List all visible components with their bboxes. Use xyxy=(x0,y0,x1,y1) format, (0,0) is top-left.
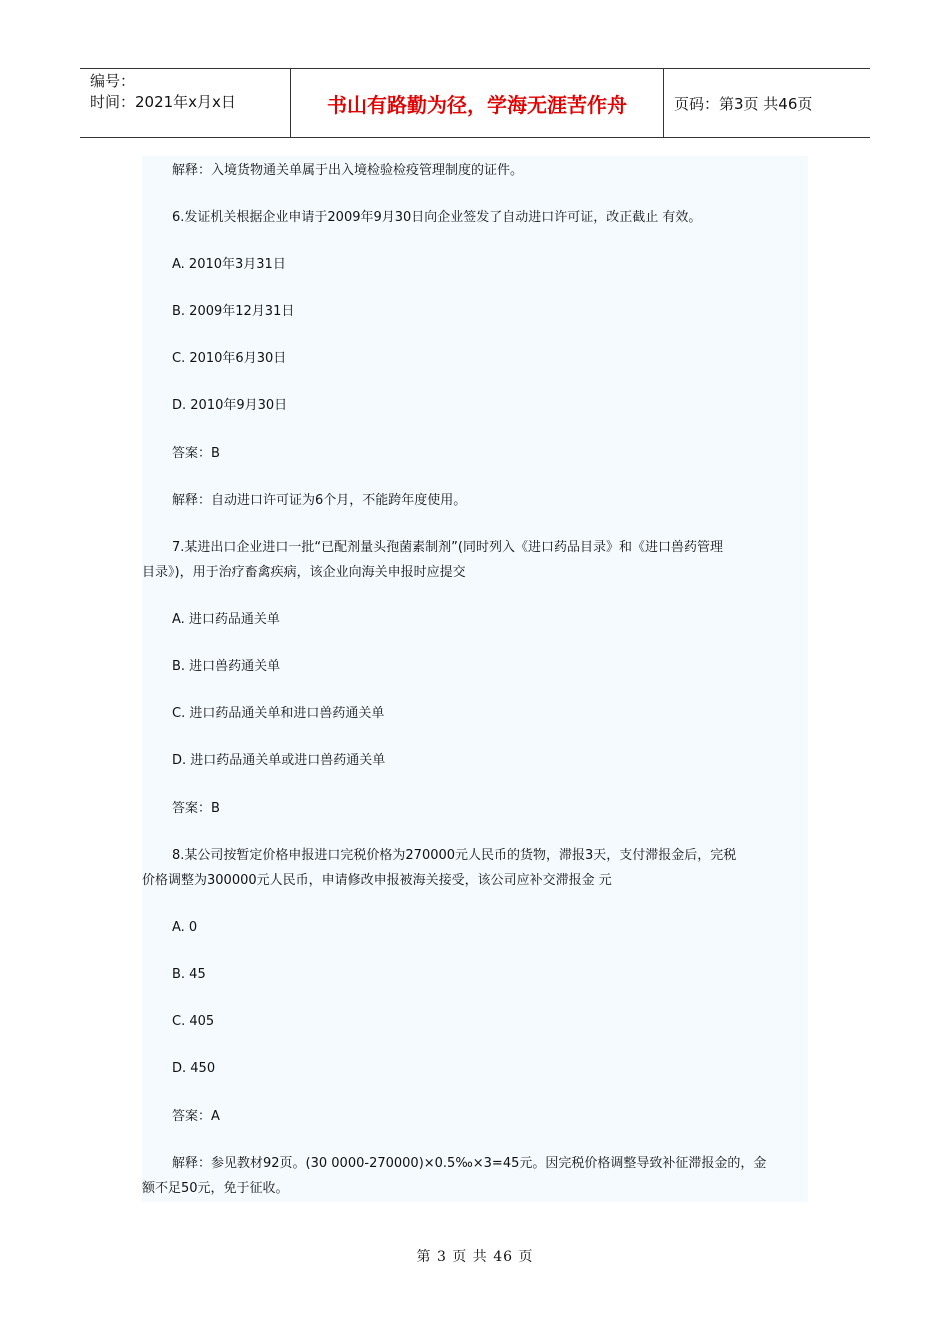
explanation-8-line-1: 解释：参见教材92页。(30 0000-270000)×0.5‰×3=45元。因完税价格调整导致补征滞报金的，金 xyxy=(172,1156,767,1171)
question-8-line-2: 价格调整为300000元人民币，申请修改申报被海关接受，该公司应补交滞报金 元 xyxy=(142,873,612,888)
explanation-8-line-2: 额不足50元，免于征收。 xyxy=(142,1181,289,1196)
document-body xyxy=(142,156,808,1202)
option-7b: B. 进口兽药通关单 xyxy=(172,659,281,674)
option-6c: C. 2010年6月30日 xyxy=(172,351,287,366)
option-8a: A. 0 xyxy=(172,920,198,935)
option-6d: D. 2010年9月30日 xyxy=(172,398,288,413)
answer-8: 答案：A xyxy=(172,1109,220,1124)
option-7d: D. 进口药品通关单或进口兽药通关单 xyxy=(172,753,386,768)
page-header xyxy=(80,68,870,138)
option-6b: B. 2009年12月31日 xyxy=(172,304,295,319)
option-8c: C. 405 xyxy=(172,1014,215,1029)
question-8-line-1: 8.某公司按暂定价格申报进口完税价格为270000元人民币的货物，滞报3天，支付滞报金后，完税 xyxy=(172,848,737,863)
option-7a: A. 进口药品通关单 xyxy=(172,612,280,627)
question-7-line-1: 7.某进出口企业进口一批“已配剂量头孢菌素制剂”(同时列入《进口药品目录》和《进口兽药管理 xyxy=(172,540,723,555)
option-8b: B. 45 xyxy=(172,967,206,982)
document-time-label: 时间：2021年x月x日 xyxy=(90,93,236,111)
answer-7: 答案：B xyxy=(172,801,220,816)
option-7c: C. 进口药品通关单和进口兽药通关单 xyxy=(172,706,385,721)
question-6: 6.发证机关根据企业申请于2009年9月30日向企业签发了自动进口许可证，改正截止 有效。 xyxy=(172,210,702,225)
header-motto: 书山有路勤为径，学海无涯苦作舟 xyxy=(291,69,664,137)
question-7-line-2: 目录》)，用于治疗畜禽疾病，该企业向海关申报时应提交 xyxy=(142,565,466,580)
header-page-info: 页码：第3页 共46页 xyxy=(674,94,813,113)
answer-6: 答案：B xyxy=(172,446,220,461)
option-6a: A. 2010年3月31日 xyxy=(172,257,286,272)
page-footer: 第 3 页 共 46 页 xyxy=(416,1249,534,1265)
document-number-label: 编号： xyxy=(90,72,136,90)
explanation-6: 解释：自动进口许可证为6个月，不能跨年度使用。 xyxy=(172,493,467,508)
header-meta xyxy=(80,69,291,137)
option-8d: D. 450 xyxy=(172,1061,216,1076)
explanation-5: 解释：入境货物通关单属于出入境检验检疫管理制度的证件。 xyxy=(172,163,524,178)
